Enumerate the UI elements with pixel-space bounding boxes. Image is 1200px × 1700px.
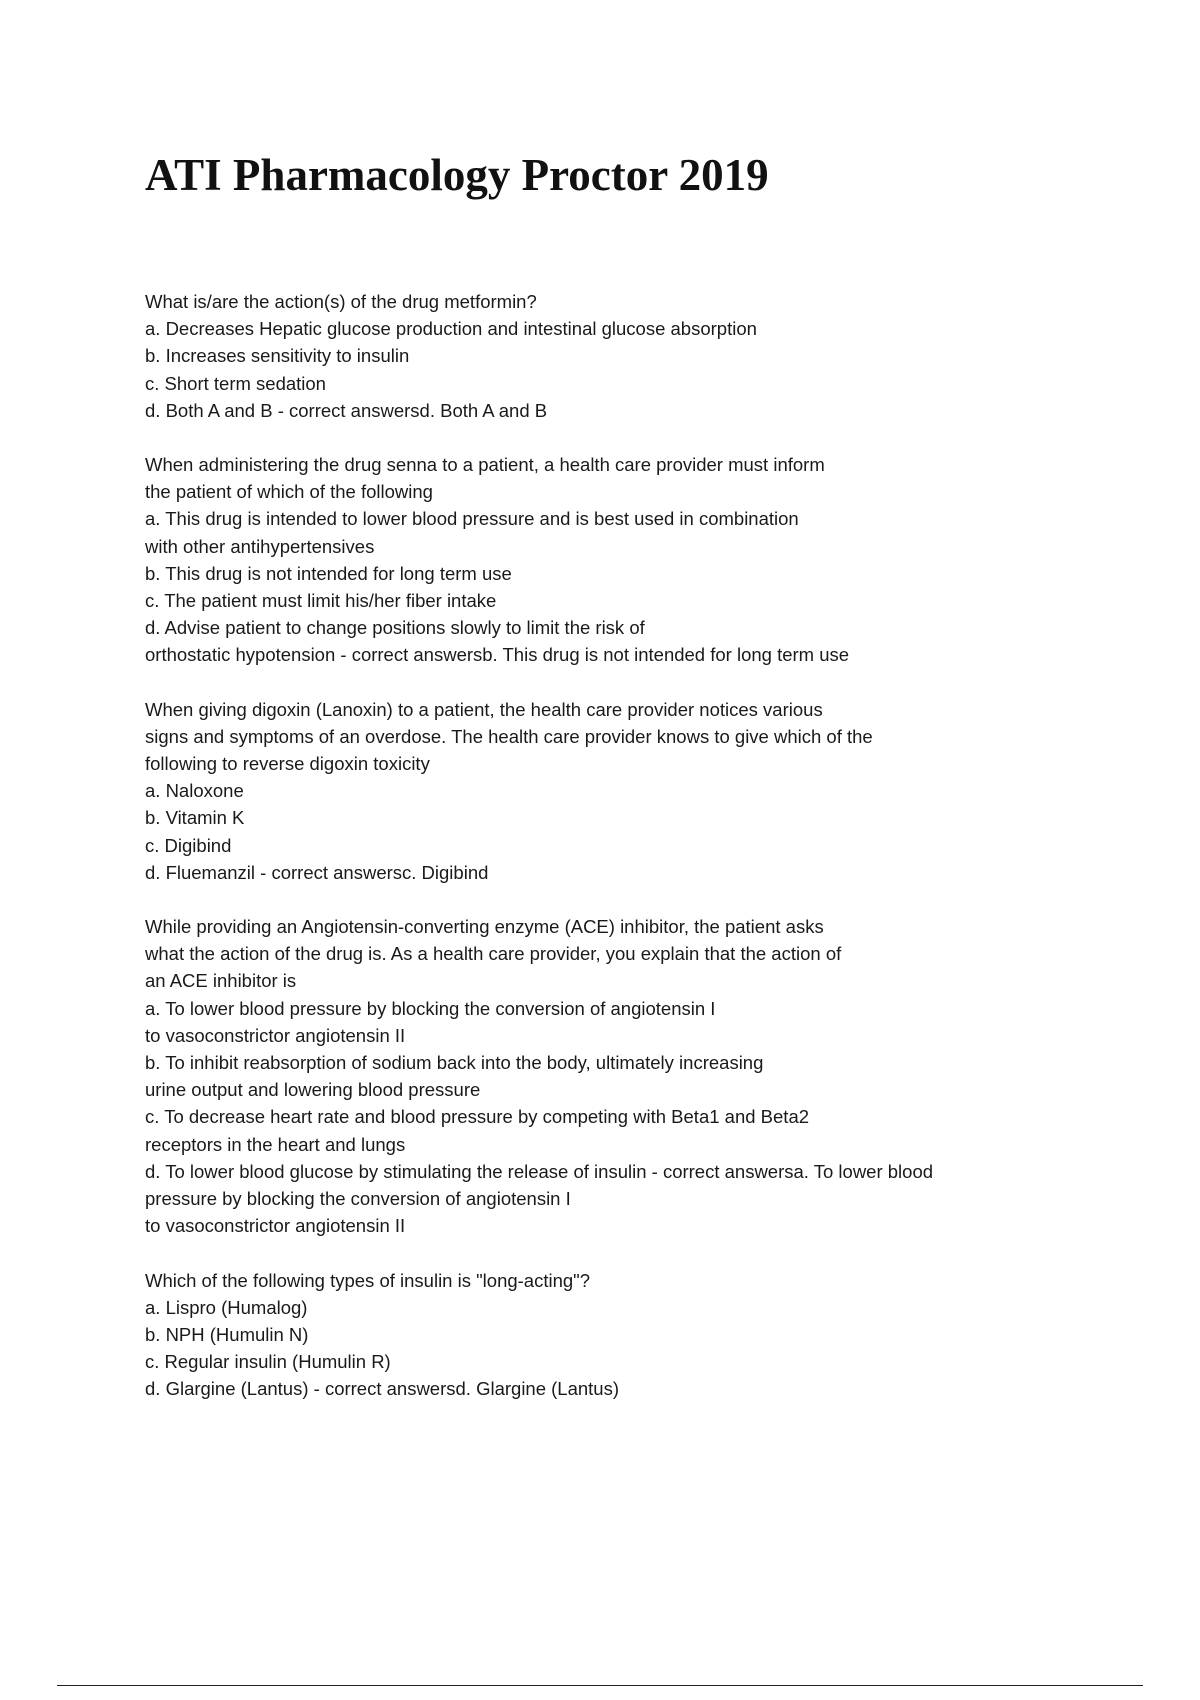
question-block: [145, 451, 1045, 669]
question-block: [145, 913, 1045, 1239]
question-text: When administering the drug senna to a patient, a health care provider must inform: [145, 454, 825, 476]
question-text: signs and symptoms of an overdose. The health care provider knows to give which of the: [145, 725, 873, 747]
question-list: [145, 288, 1045, 1430]
footer-divider: [57, 1685, 1143, 1686]
answer-option: d. Advise patient to change positions slowly to limit the risk of: [145, 617, 645, 639]
answer-option: c. To decrease heart rate and blood pressure by competing with Beta1 and Beta2: [145, 1106, 810, 1128]
answer-option: c. Regular insulin (Humulin R): [145, 1351, 391, 1373]
question-text: the patient of which of the following: [145, 481, 433, 503]
answer-option-with-correct-answer: d. To lower blood glucose by stimulating the release of insulin - correct answersa. To lower blood: [145, 1160, 934, 1182]
question-block: [145, 1267, 1045, 1403]
answer-option: b. Vitamin K: [145, 807, 245, 829]
answer-option: b. Increases sensitivity to insulin: [145, 345, 410, 367]
question-text: an ACE inhibitor is: [145, 970, 297, 992]
question-text: Which of the following types of insulin is "long-acting"?: [145, 1269, 591, 1291]
answer-option: receptors in the heart and lungs: [145, 1133, 406, 1155]
answer-option: c. The patient must limit his/her fiber intake: [145, 590, 497, 612]
answer-option-with-correct-answer: d. Both A and B - correct answersd. Both A and B: [145, 399, 548, 421]
document-title: ATI Pharmacology Proctor 2019: [145, 150, 769, 200]
answer-option: a. This drug is intended to lower blood pressure and is best used in combination: [145, 508, 799, 530]
question-text: following to reverse digoxin toxicity: [145, 753, 430, 775]
answer-option: c. Short term sedation: [145, 372, 326, 394]
answer-option-with-correct-answer: d. Fluemanzil - correct answersc. Digibind: [145, 861, 489, 883]
answer-option: to vasoconstrictor angiotensin II: [145, 1024, 406, 1046]
question-text: While providing an Angiotensin-converting enzyme (ACE) inhibitor, the patient asks: [145, 916, 824, 938]
question-block: [145, 696, 1045, 886]
question-text: what the action of the drug is. As a health care provider, you explain that the action of: [145, 943, 842, 965]
answer-option: with other antihypertensives: [145, 535, 375, 557]
question-block: [145, 288, 1045, 424]
answer-option: a. To lower blood pressure by blocking the conversion of angiotensin I: [145, 997, 716, 1019]
question-text: What is/are the action(s) of the drug metformin?: [145, 291, 537, 312]
answer-option: b. NPH (Humulin N): [145, 1323, 309, 1345]
question-text: When giving digoxin (Lanoxin) to a patient, the health care provider notices various: [145, 698, 823, 720]
answer-option: c. Digibind: [145, 834, 232, 856]
answer-option: urine output and lowering blood pressure: [145, 1079, 481, 1101]
answer-option-with-correct-answer: d. Glargine (Lantus) - correct answersd. Glargine (Lantus): [145, 1378, 620, 1400]
answer-option-with-correct-answer: orthostatic hypotension - correct answersb. This drug is not intended for long term use: [145, 644, 850, 666]
answer-option: b. To inhibit reabsorption of sodium back into the body, ultimately increasing: [145, 1052, 764, 1074]
correct-answer-continued: pressure by blocking the conversion of angiotensin I: [145, 1188, 571, 1210]
answer-option: a. Lispro (Humalog): [145, 1296, 308, 1318]
answer-option: b. This drug is not intended for long term use: [145, 562, 512, 584]
correct-answer-continued: to vasoconstrictor angiotensin II: [145, 1215, 406, 1237]
answer-option: a. Naloxone: [145, 780, 244, 802]
answer-option: a. Decreases Hepatic glucose production and intestinal glucose absorption: [145, 318, 757, 340]
